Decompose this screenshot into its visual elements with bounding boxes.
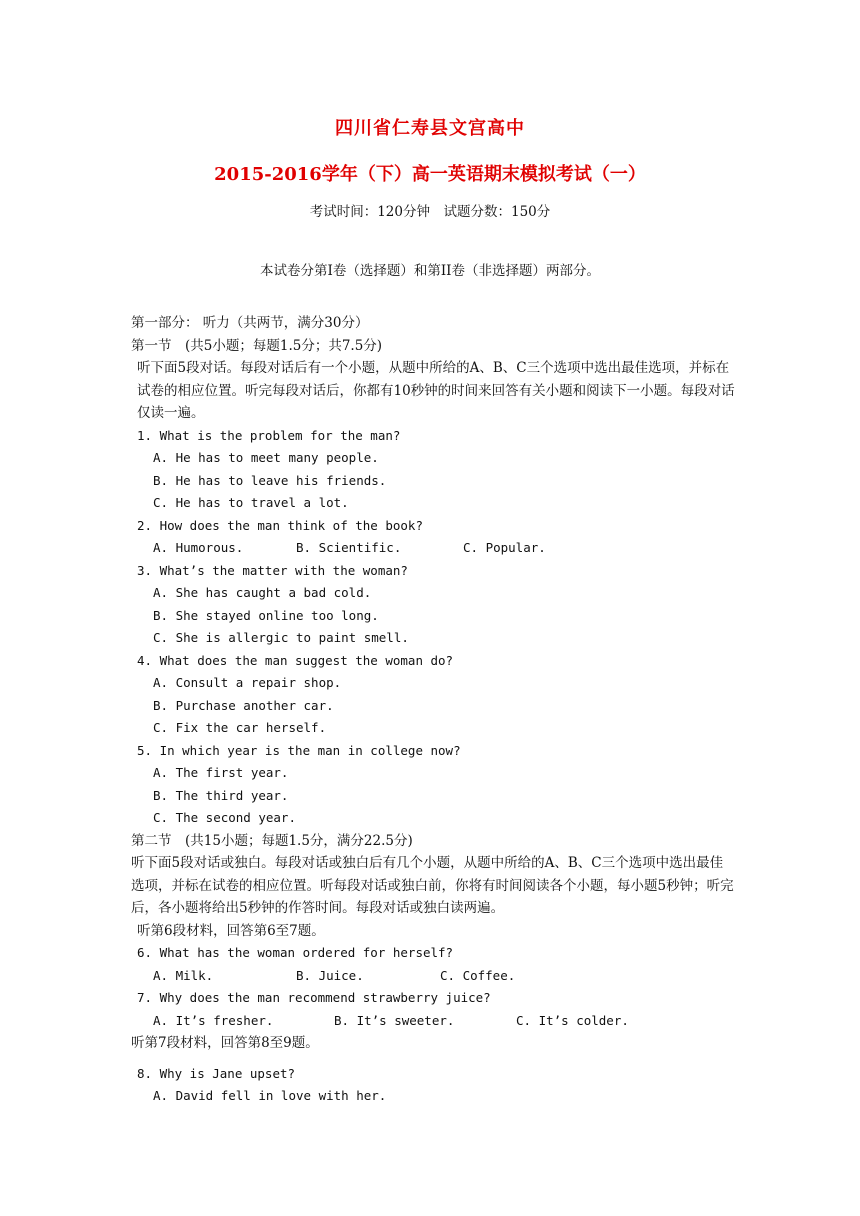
exam-intro: 本试卷分第I卷（选择题）和第II卷（非选择题）两部分。: [260, 263, 600, 279]
question-6: 6. What has the woman ordered for herself?: [137, 945, 454, 960]
question-4: 4. What does the man suggest the woman do?: [137, 652, 454, 668]
q6-options: [131, 965, 735, 988]
q4-option-c: C. Fix the car herself.: [153, 720, 327, 735]
q3-option-c: C. She is allergic to paint smell.: [153, 630, 409, 645]
q6-option-c: C. Coffee.: [440, 967, 516, 983]
q2-option-c: C. Popular.: [463, 540, 546, 555]
q7-option-a: A. It’s fresher.: [153, 1012, 274, 1028]
q2-option-b: B. Scientific.: [296, 540, 402, 555]
question-1: 1. What is the problem for the man?: [137, 427, 401, 443]
q3-option-a: A. She has caught a bad cold.: [153, 585, 372, 600]
q7-option-b: B. It’s sweeter.: [334, 1012, 455, 1028]
question-3: 3. What’s the matter with the woman?: [137, 562, 408, 578]
section1-instructions: 听下面5段对话。每段对话后有一个小题，从题中所给的A、B、C三个选项中选出最佳选项，并标在试卷的相应位置。听完每段对话后，你都有10秒钟的时间来回答有关小题和阅读下一小题。每段对话仅读一遍。: [137, 360, 735, 421]
q1-option-c: C. He has to travel a lot.: [153, 495, 349, 510]
q4-option-b: B. Purchase another car.: [153, 697, 334, 713]
section1-title: 第一节 (共5小题；每题1.5分；共7.5分): [131, 337, 383, 354]
q8-option-a: A. David fell in love with her.: [153, 1088, 387, 1103]
question-8: 8. Why is Jane upset?: [137, 1065, 296, 1081]
q4-option-a: A. Consult a repair shop.: [153, 675, 342, 690]
part1-title: 第一部分： 听力（共两节，满分30分）: [131, 315, 369, 331]
q6-option-a: A. Milk.: [153, 967, 214, 983]
q5-option-a: A. The first year.: [153, 765, 289, 780]
q5-option-c: C. The second year.: [153, 810, 296, 825]
section2-instructions: 听下面5段对话或独白。每段对话或独白后有几个小题，从题中所给的A、B、C三个选项中选出最佳选项，并标在试卷的相应位置。听每段对话或独白前，你将有时间阅读各个小题，每小题5秒钟；听完后，各小题将给出5秒钟的作答时间。每段对话或独白读两遍。: [131, 855, 734, 916]
exam-meta: 考试时间：120分钟 试题分数：150分: [309, 204, 551, 220]
material-6-heading: 听第6段材料，回答第6至7题。: [137, 922, 325, 939]
q1-option-a: A. He has to meet many people.: [153, 450, 379, 465]
q7-option-c: C. It’s colder.: [516, 1012, 629, 1028]
question-7: 7. Why does the man recommend strawberry juice?: [137, 990, 491, 1005]
q3-option-b: B. She stayed online too long.: [153, 607, 379, 623]
exam-title: 2015-2016学年（下）高一英语期末模拟考试（一）: [214, 164, 646, 185]
question-2: 2. How does the man think of the book?: [137, 517, 423, 533]
question-5: 5. In which year is the man in college now?: [137, 742, 461, 758]
q2-option-a: A. Humorous.: [153, 540, 244, 555]
q2-options: [131, 537, 735, 560]
q1-option-b: B. He has to leave his friends.: [153, 472, 387, 488]
q6-option-b: B. Juice.: [296, 967, 364, 983]
material-7-heading: 听第7段材料，回答第8至9题。: [131, 1035, 319, 1051]
exam-body: [131, 312, 735, 1108]
school-name: 四川省仁寿县文宫高中: [335, 118, 525, 139]
q7-options: [131, 1010, 735, 1033]
q5-option-b: B. The third year.: [153, 787, 289, 803]
section2-title: 第二节 (共15小题；每题1.5分，满分22.5分): [131, 832, 413, 849]
